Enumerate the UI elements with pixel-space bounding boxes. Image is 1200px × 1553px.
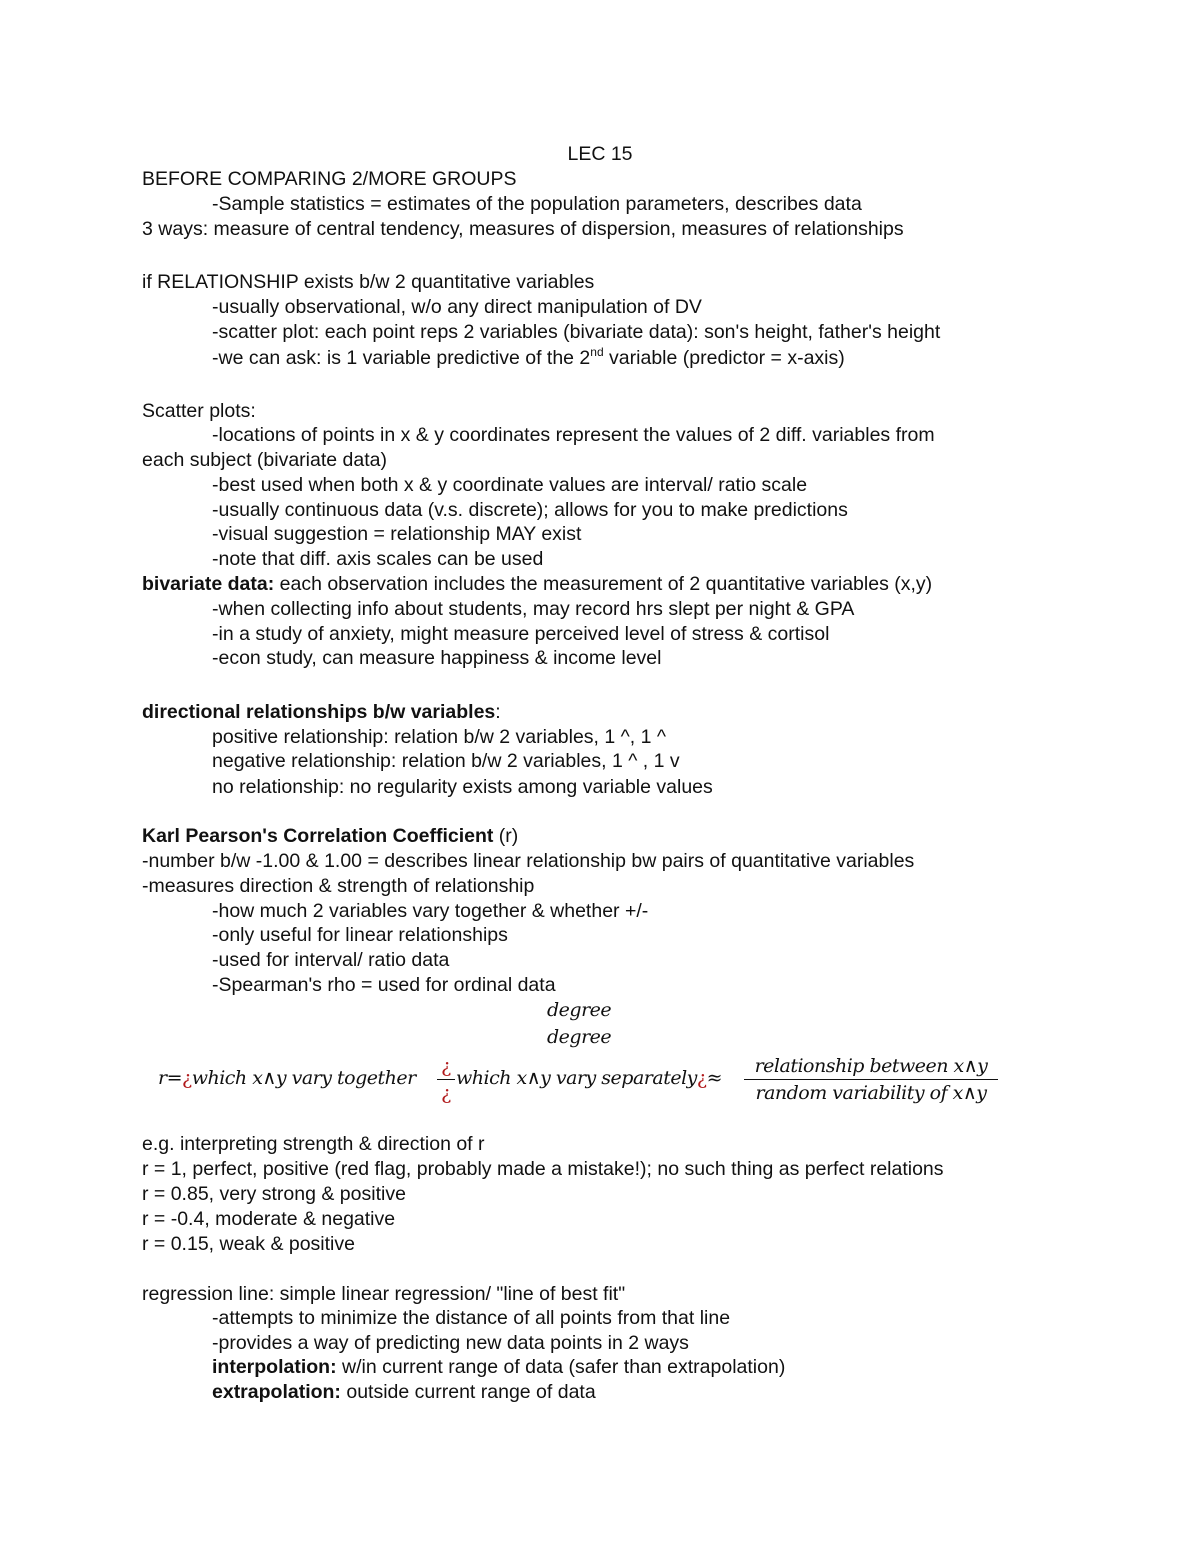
formula-glyph: ¿ bbox=[441, 1055, 451, 1077]
interpreting-item: r = 0.85, very strong & positive bbox=[142, 1183, 406, 1205]
scatter-item: -locations of points in x & y coordinates represent the values of 2 diff. variables from bbox=[212, 424, 935, 446]
scatter-item: -best used when both x & y coordinate values are interval/ ratio scale bbox=[212, 474, 808, 496]
interpreting-heading: e.g. interpreting strength & direction of r bbox=[142, 1133, 485, 1155]
regression-heading: regression line: simple linear regression/ "line of best fit" bbox=[142, 1283, 626, 1305]
page-title: LEC 15 bbox=[567, 143, 633, 165]
scatter-item-continued: each subject (bivariate data) bbox=[142, 449, 387, 471]
formula-glyph-fraction bbox=[437, 1053, 455, 1106]
pearson-item: -number b/w -1.00 & 1.00 = describes linear relationship bw pairs of quantitative variables bbox=[142, 850, 915, 872]
correlation-formula-right bbox=[456, 1066, 722, 1090]
bivariate-item: -in a study of anxiety, might measure perceived level of stress & cortisol bbox=[212, 623, 830, 645]
scatter-item: -visual suggestion = relationship MAY exist bbox=[212, 523, 582, 545]
interpreting-item: r = -0.4, moderate & negative bbox=[142, 1208, 396, 1230]
interpolation-definition bbox=[212, 1355, 785, 1379]
directional-item: positive relationship: relation b/w 2 variables, 1 ^, 1 ^ bbox=[212, 726, 667, 748]
pearson-item: -only useful for linear relationships bbox=[212, 924, 508, 946]
relationship-heading: if RELATIONSHIP exists b/w 2 quantitative variables bbox=[142, 271, 595, 293]
relationship-item bbox=[212, 346, 845, 370]
interpreting-item: r = 0.15, weak & positive bbox=[142, 1233, 355, 1255]
pearson-item: -Spearman's rho = used for ordinal data bbox=[212, 974, 556, 996]
interpolation-term: interpolation: bbox=[212, 1356, 337, 1378]
scatter-item: -usually continuous data (v.s. discrete); allows for you to make predictions bbox=[212, 499, 848, 521]
extrapolation-term: extrapolation: bbox=[212, 1381, 341, 1403]
scatter-heading: Scatter plots: bbox=[142, 400, 256, 422]
formula-approx: ≈ bbox=[706, 1067, 723, 1089]
pearson-term: Karl Pearson's Correlation Coefficient bbox=[142, 825, 494, 847]
correlation-formula bbox=[158, 1066, 416, 1090]
bivariate-term: bivariate data: bbox=[142, 573, 275, 595]
formula-numerator: relationship between x∧y bbox=[754, 1055, 988, 1077]
bivariate-item: -econ study, can measure happiness & income level bbox=[212, 647, 662, 669]
regression-item: -provides a way of predicting new data points in 2 ways bbox=[212, 1332, 689, 1354]
interpolation-text: w/in current range of data (safer than extrapolation) bbox=[336, 1356, 786, 1378]
before-heading: BEFORE COMPARING 2/MORE GROUPS bbox=[142, 168, 517, 190]
bivariate-definition bbox=[142, 572, 932, 596]
directional-item: negative relationship: relation b/w 2 variables, 1 ^ , 1 v bbox=[212, 750, 680, 772]
scatter-item: -note that diff. axis scales can be used bbox=[212, 548, 544, 570]
formula-lhs: r= bbox=[158, 1067, 183, 1089]
extrapolation-definition bbox=[212, 1380, 596, 1404]
formula-main-fraction bbox=[744, 1053, 998, 1106]
before-item: 3 ways: measure of central tendency, measures of dispersion, measures of relationships bbox=[142, 218, 904, 240]
bivariate-text: each observation includes the measurement of 2 quantitative variables (x,y) bbox=[274, 573, 933, 595]
directional-heading bbox=[142, 700, 501, 724]
pearson-item: -measures direction & strength of relationship bbox=[142, 875, 535, 897]
before-item: -Sample statistics = estimates of the population parameters, describes data bbox=[212, 193, 862, 215]
formula-glyph: ¿ bbox=[441, 1082, 451, 1104]
text-segment: variable (predictor = x-axis) bbox=[603, 347, 845, 369]
directional-item: no relationship: no regularity exists among variable values bbox=[212, 776, 713, 798]
relationship-item: -scatter plot: each point reps 2 variables (bivariate data): son's height, father's height bbox=[212, 321, 941, 343]
formula-part: which x∧y vary together bbox=[191, 1067, 416, 1089]
interpreting-item: r = 1, perfect, positive (red flag, probably made a mistake!); no such thing as perfect relations bbox=[142, 1158, 944, 1180]
regression-item: -attempts to minimize the distance of all points from that line bbox=[212, 1307, 731, 1329]
formula-denominator: random variability of x∧y bbox=[755, 1082, 987, 1104]
formula-glyph: ¿ bbox=[182, 1067, 192, 1089]
formula-glyph: ¿ bbox=[696, 1067, 707, 1089]
text-segment: -we can ask: is 1 variable predictive of the 2 bbox=[212, 347, 591, 369]
superscript: nd bbox=[590, 345, 604, 359]
directional-term: directional relationships b/w variables bbox=[142, 701, 496, 723]
formula-degree: degree bbox=[547, 1026, 612, 1048]
formula-degree: degree bbox=[547, 999, 612, 1021]
directional-colon: : bbox=[495, 701, 501, 723]
extrapolation-text: outside current range of data bbox=[340, 1381, 596, 1403]
formula-part: which x∧y vary separately bbox=[456, 1067, 697, 1089]
bivariate-item: -when collecting info about students, may record hrs slept per night & GPA bbox=[212, 598, 855, 620]
pearson-item: -how much 2 variables vary together & whether +/- bbox=[212, 900, 649, 922]
pearson-item: -used for interval/ ratio data bbox=[212, 949, 450, 971]
relationship-item: -usually observational, w/o any direct manipulation of DV bbox=[212, 296, 702, 318]
pearson-suffix: (r) bbox=[493, 825, 519, 847]
pearson-heading bbox=[142, 824, 518, 848]
